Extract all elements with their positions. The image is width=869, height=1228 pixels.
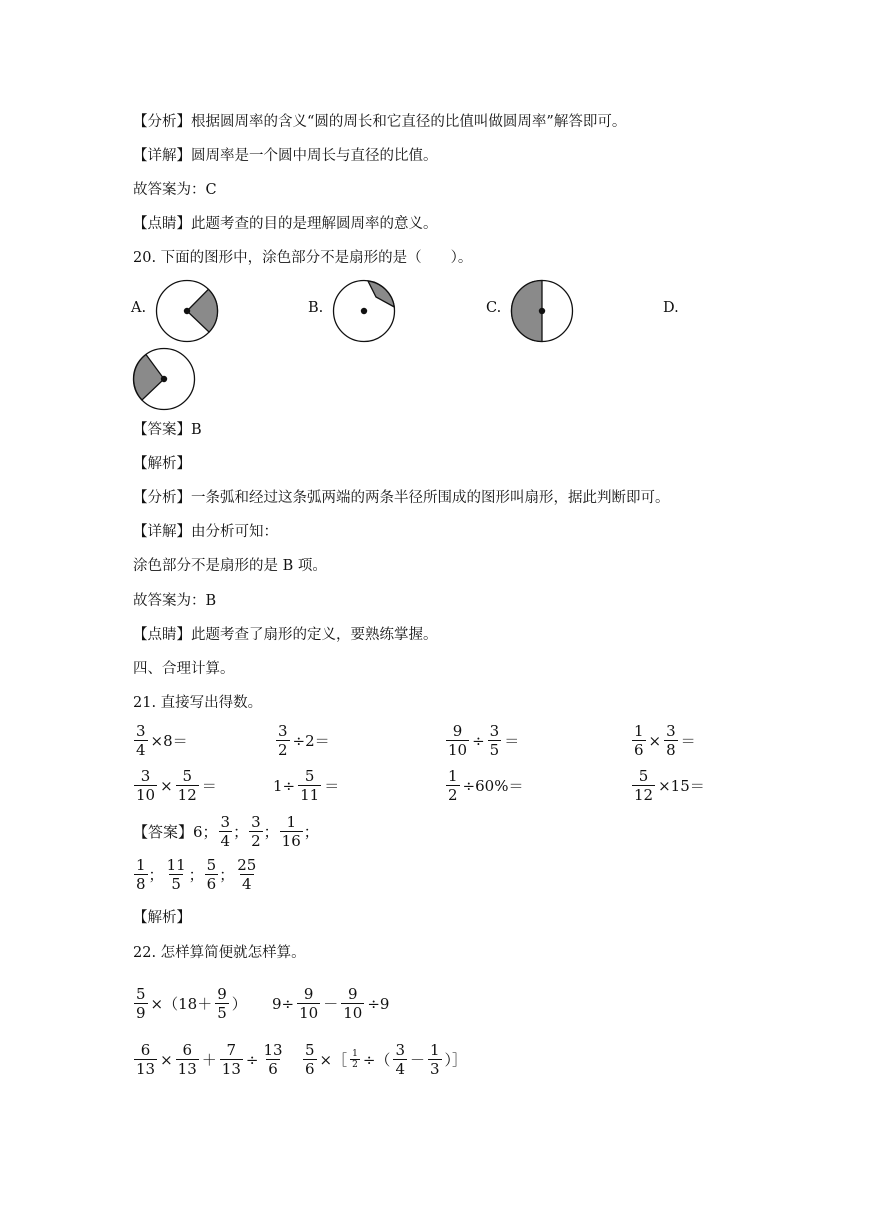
expression-text: ；	[219, 866, 235, 884]
q22-expression-1: $\frac{5}{9}$ ×（18＋ $\frac{9}{5}$ ）	[136, 985, 247, 1022]
fraction: $\frac{5}{9}$	[136, 985, 146, 1022]
fraction: $\frac{3}{4}$	[395, 1041, 405, 1078]
fraction: $\frac{6}{13}$	[177, 1041, 197, 1078]
q21-item-3	[445, 722, 521, 759]
q20-stem: 20. 下面的图形中，涂色部分不是扇形的是（ ）。	[133, 250, 473, 266]
option-d-label: D.	[663, 300, 679, 316]
q19-analysis: 【分析】根据圆周率的含义“圆的周长和它直径的比值叫做圆周率”解答即可。	[133, 114, 627, 130]
q21-item-4	[631, 722, 698, 759]
q19-comment: 【点睛】此题考查的目的是理解圆周率的意义。	[133, 216, 438, 232]
expression-text: ；	[233, 823, 249, 841]
fraction: $\frac{9}{10}$	[343, 985, 363, 1022]
fraction: $\frac{9}{10}$	[448, 722, 468, 759]
q21-stem: 21. 直接写出得数。	[133, 695, 263, 711]
expression-text: ＝	[680, 732, 696, 750]
expression-text: ；	[188, 866, 204, 884]
option-a-label: A.	[131, 300, 147, 316]
expression-text: ＝	[324, 777, 340, 795]
expression-text: ÷	[472, 731, 485, 750]
expression-text: ＝	[504, 732, 520, 750]
fraction: $\frac{5}{11}$	[300, 767, 320, 804]
q21-item-6	[271, 767, 341, 804]
fraction: $\frac{1}{8}$	[136, 856, 146, 893]
expression-text: ×8＝	[150, 732, 188, 750]
q21-item-5	[133, 767, 219, 804]
fraction: $\frac{5}{12}$	[634, 767, 654, 804]
q20-analysis: 【分析】一条弧和经过这条弧两端的两条半径所围成的图形叫扇形，据此判断即可。	[133, 490, 670, 506]
option-c-shaded-half	[512, 281, 543, 342]
option-b-figure	[332, 279, 396, 343]
fraction: $\frac{1}{16}$	[281, 813, 301, 850]
expression-text: ＝	[201, 777, 217, 795]
q19-detail: 【详解】圆周率是一个圆中周长与直径的比值。	[133, 148, 438, 164]
expression-text: ×	[648, 731, 662, 750]
fraction: $\frac{1}{2}$	[352, 1049, 358, 1070]
fraction: $\frac{3}{10}$	[136, 767, 156, 804]
expression-text: ×15＝	[658, 777, 705, 795]
fraction: $\frac{1}{3}$	[430, 1041, 440, 1078]
fraction: $\frac{9}{10}$	[299, 985, 319, 1022]
q21-answer-label: 【答案】6；	[133, 823, 218, 841]
q21-answer-line-1	[133, 813, 319, 850]
q20-detail-2: 涂色部分不是扇形的是 B 项。	[133, 558, 327, 574]
fraction: $\frac{3}{2}$	[278, 722, 288, 759]
q21-explain-head: 【解析】	[133, 910, 191, 926]
fraction: $\frac{7}{13}$	[221, 1041, 241, 1078]
q19-conclusion: 故答案为：C	[133, 182, 217, 198]
fraction: $\frac{6}{13}$	[136, 1041, 156, 1078]
fraction: $\frac{5}{6}$	[206, 856, 217, 893]
q22-stem: 22. 怎样算简便就怎样算。	[133, 945, 306, 961]
fraction: $\frac{25}{4}$	[237, 856, 257, 893]
q22-expression-4: $\frac{5}{6}$ ×［ $\frac{1}{2}$ ÷（ $\frac{3}{4}$ － $\frac{1}{3}$ ）］	[305, 1041, 468, 1078]
q21-answer-line-2	[133, 856, 259, 893]
q20-detail: 【详解】由分析可知：	[133, 524, 278, 540]
expression-text: ；	[263, 823, 279, 841]
expression-text: ；	[148, 866, 164, 884]
fraction: $\frac{3}{8}$	[666, 722, 676, 759]
q21-item-7	[445, 767, 525, 804]
fraction: $\frac{1}{2}$	[448, 767, 458, 804]
fraction: $\frac{11}{5}$	[166, 856, 186, 893]
q20-answer: 【答案】B	[133, 422, 202, 438]
option-c-label: C.	[486, 300, 502, 316]
fraction: $\frac{3}{5}$	[489, 722, 500, 759]
q20-comment: 【点睛】此题考查了扇形的定义，要熟练掌握。	[133, 627, 438, 643]
fraction: $\frac{5}{12}$	[177, 767, 197, 804]
expression-text: ÷60%＝	[462, 777, 524, 795]
q20-explain-head: 【解析】	[133, 456, 191, 472]
q22-expression-3: $\frac{6}{13}$ × $\frac{6}{13}$ ＋ $\frac{7}{13}$ ÷ $\frac{13}{6}$	[136, 1041, 283, 1078]
fraction: $\frac{1}{6}$	[634, 722, 644, 759]
q21-item-2	[275, 722, 332, 759]
fraction: $\frac{13}{6}$	[263, 1041, 283, 1078]
option-c-figure	[510, 279, 574, 343]
expression-text: ÷2＝	[292, 732, 330, 750]
fraction: $\frac{9}{5}$	[217, 985, 227, 1022]
expression-text: ×	[160, 776, 173, 795]
q21-item-1	[133, 722, 190, 759]
fraction: $\frac{3}{4}$	[136, 722, 146, 759]
fraction: $\frac{5}{6}$	[305, 1041, 315, 1078]
section-4-title: 四、合理计算。	[133, 661, 235, 677]
expression-text: ；	[303, 823, 319, 841]
q21-item-8	[631, 767, 707, 804]
option-a-figure	[155, 279, 219, 343]
fraction: $\frac{3}{2}$	[251, 813, 261, 850]
q22-expression-2: 9÷ $\frac{9}{10}$ － $\frac{9}{10}$ ÷9	[272, 985, 390, 1022]
option-b-label: B.	[308, 300, 324, 316]
fraction: $\frac{3}{4}$	[220, 813, 231, 850]
expression-text: 1÷	[273, 776, 296, 795]
q20-conclusion: 故答案为：B	[133, 593, 217, 609]
option-d-figure	[132, 347, 196, 411]
